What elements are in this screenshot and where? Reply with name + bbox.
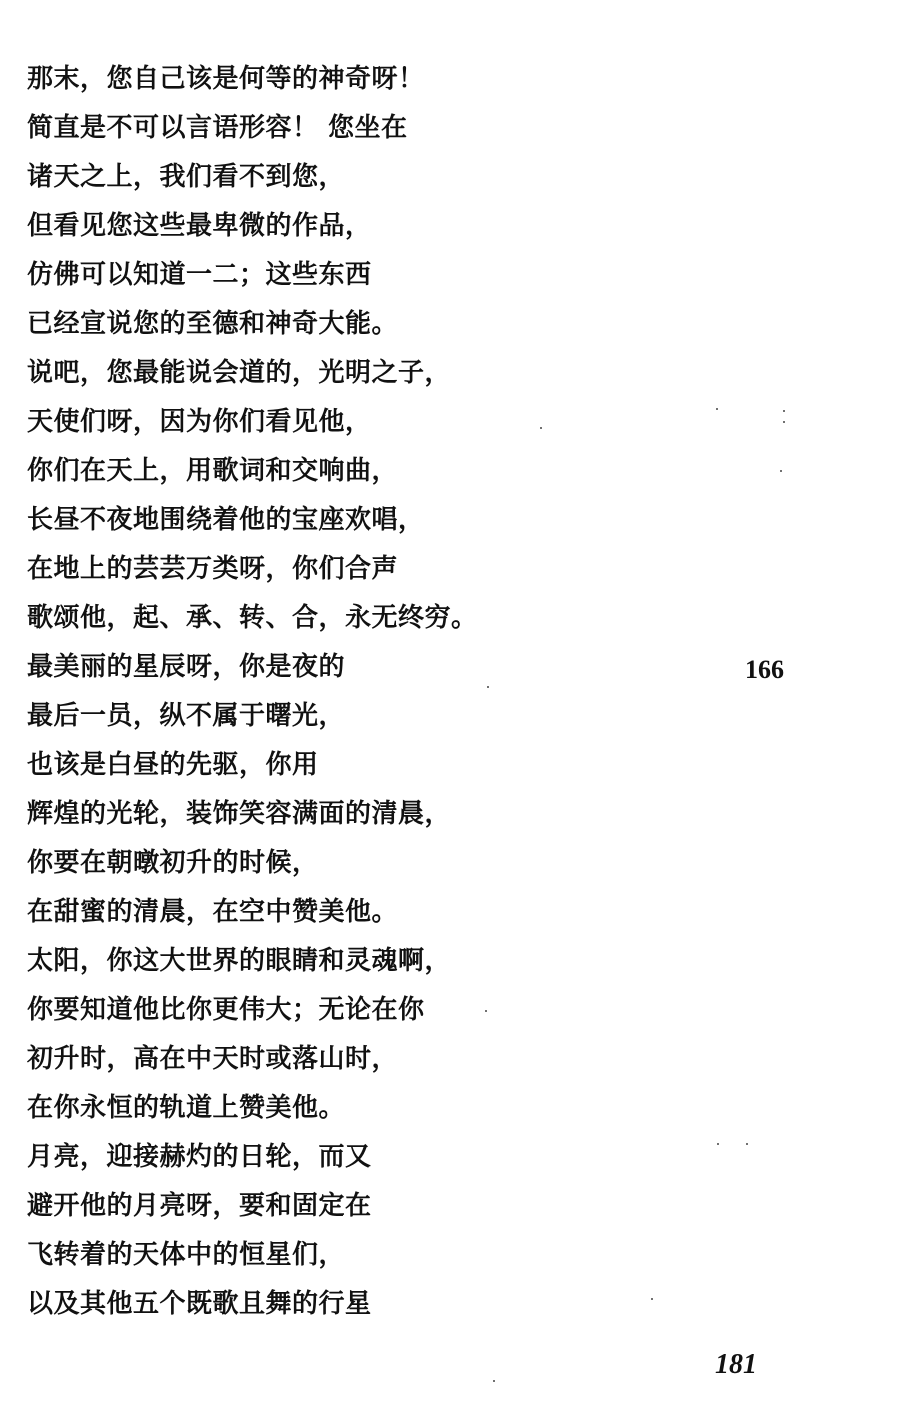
poem-line: 已经宣说您的至德和神奇大能。 (27, 309, 399, 339)
poem-line: 月亮，迎接赫灼的日轮，而又 (27, 1142, 372, 1172)
scan-speck (493, 1380, 495, 1382)
scan-speck (783, 410, 785, 412)
poem-line: 你要在朝暾初升的时候， (27, 848, 319, 878)
poem-line: 也该是白昼的先驱，你用 (27, 750, 319, 780)
scan-speck (780, 470, 782, 472)
scan-speck (540, 427, 542, 429)
scan-speck (651, 1298, 653, 1300)
poem-line: 最后一员，纵不属于曙光， (27, 701, 346, 731)
poem-line: 你要知道他比你更伟大；无论在你 (27, 995, 425, 1025)
scan-speck (485, 1010, 487, 1012)
poem-line: 避开他的月亮呀，要和固定在 (27, 1191, 372, 1221)
scan-speck (717, 1143, 719, 1145)
poem-line: 飞转着的天体中的恒星们， (27, 1240, 346, 1270)
poem-line: 在甜蜜的清晨，在空中赞美他。 (27, 897, 399, 927)
poem-line: 诸天之上，我们看不到您， (27, 162, 346, 192)
scan-speck (783, 421, 785, 423)
scan-speck (487, 686, 489, 688)
poem-line: 你们在天上，用歌词和交响曲， (27, 456, 399, 486)
poem-line: 长昼不夜地围绕着他的宝座欢唱， (27, 505, 425, 535)
poem-text (27, 55, 478, 1329)
margin-line-number: 166 (745, 655, 784, 684)
poem-line: 说吧，您最能说会道的，光明之子， (27, 358, 452, 388)
poem-line: 初升时，高在中天时或落山时， (27, 1044, 399, 1074)
poem-line: 简直是不可以言语形容！ 您坐在 (27, 113, 408, 143)
poem-line: 歌颂他，起、承、转、合，永无终穷。 (27, 603, 478, 633)
page-number: 181 (715, 1349, 757, 1380)
scan-speck (716, 408, 718, 410)
poem-line: 在地上的芸芸万类呀，你们合声 (27, 554, 399, 584)
poem-line: 辉煌的光轮，装饰笑容满面的清晨， (27, 799, 452, 829)
scan-speck (746, 1143, 748, 1145)
poem-line: 那末，您自己该是何等的神奇呀！ (27, 64, 425, 94)
poem-line: 以及其他五个既歌且舞的行星 (27, 1289, 372, 1319)
poem-line: 但看见您这些最卑微的作品， (27, 211, 372, 241)
poem-line: 太阳，你这大世界的眼睛和灵魂啊， (27, 946, 452, 976)
poem-line: 天使们呀，因为你们看见他， (27, 407, 372, 437)
poem-line: 仿佛可以知道一二；这些东西 (27, 260, 372, 290)
poem-line: 最美丽的星辰呀，你是夜的 (27, 652, 346, 682)
poem-line: 在你永恒的轨道上赞美他。 (27, 1093, 346, 1123)
